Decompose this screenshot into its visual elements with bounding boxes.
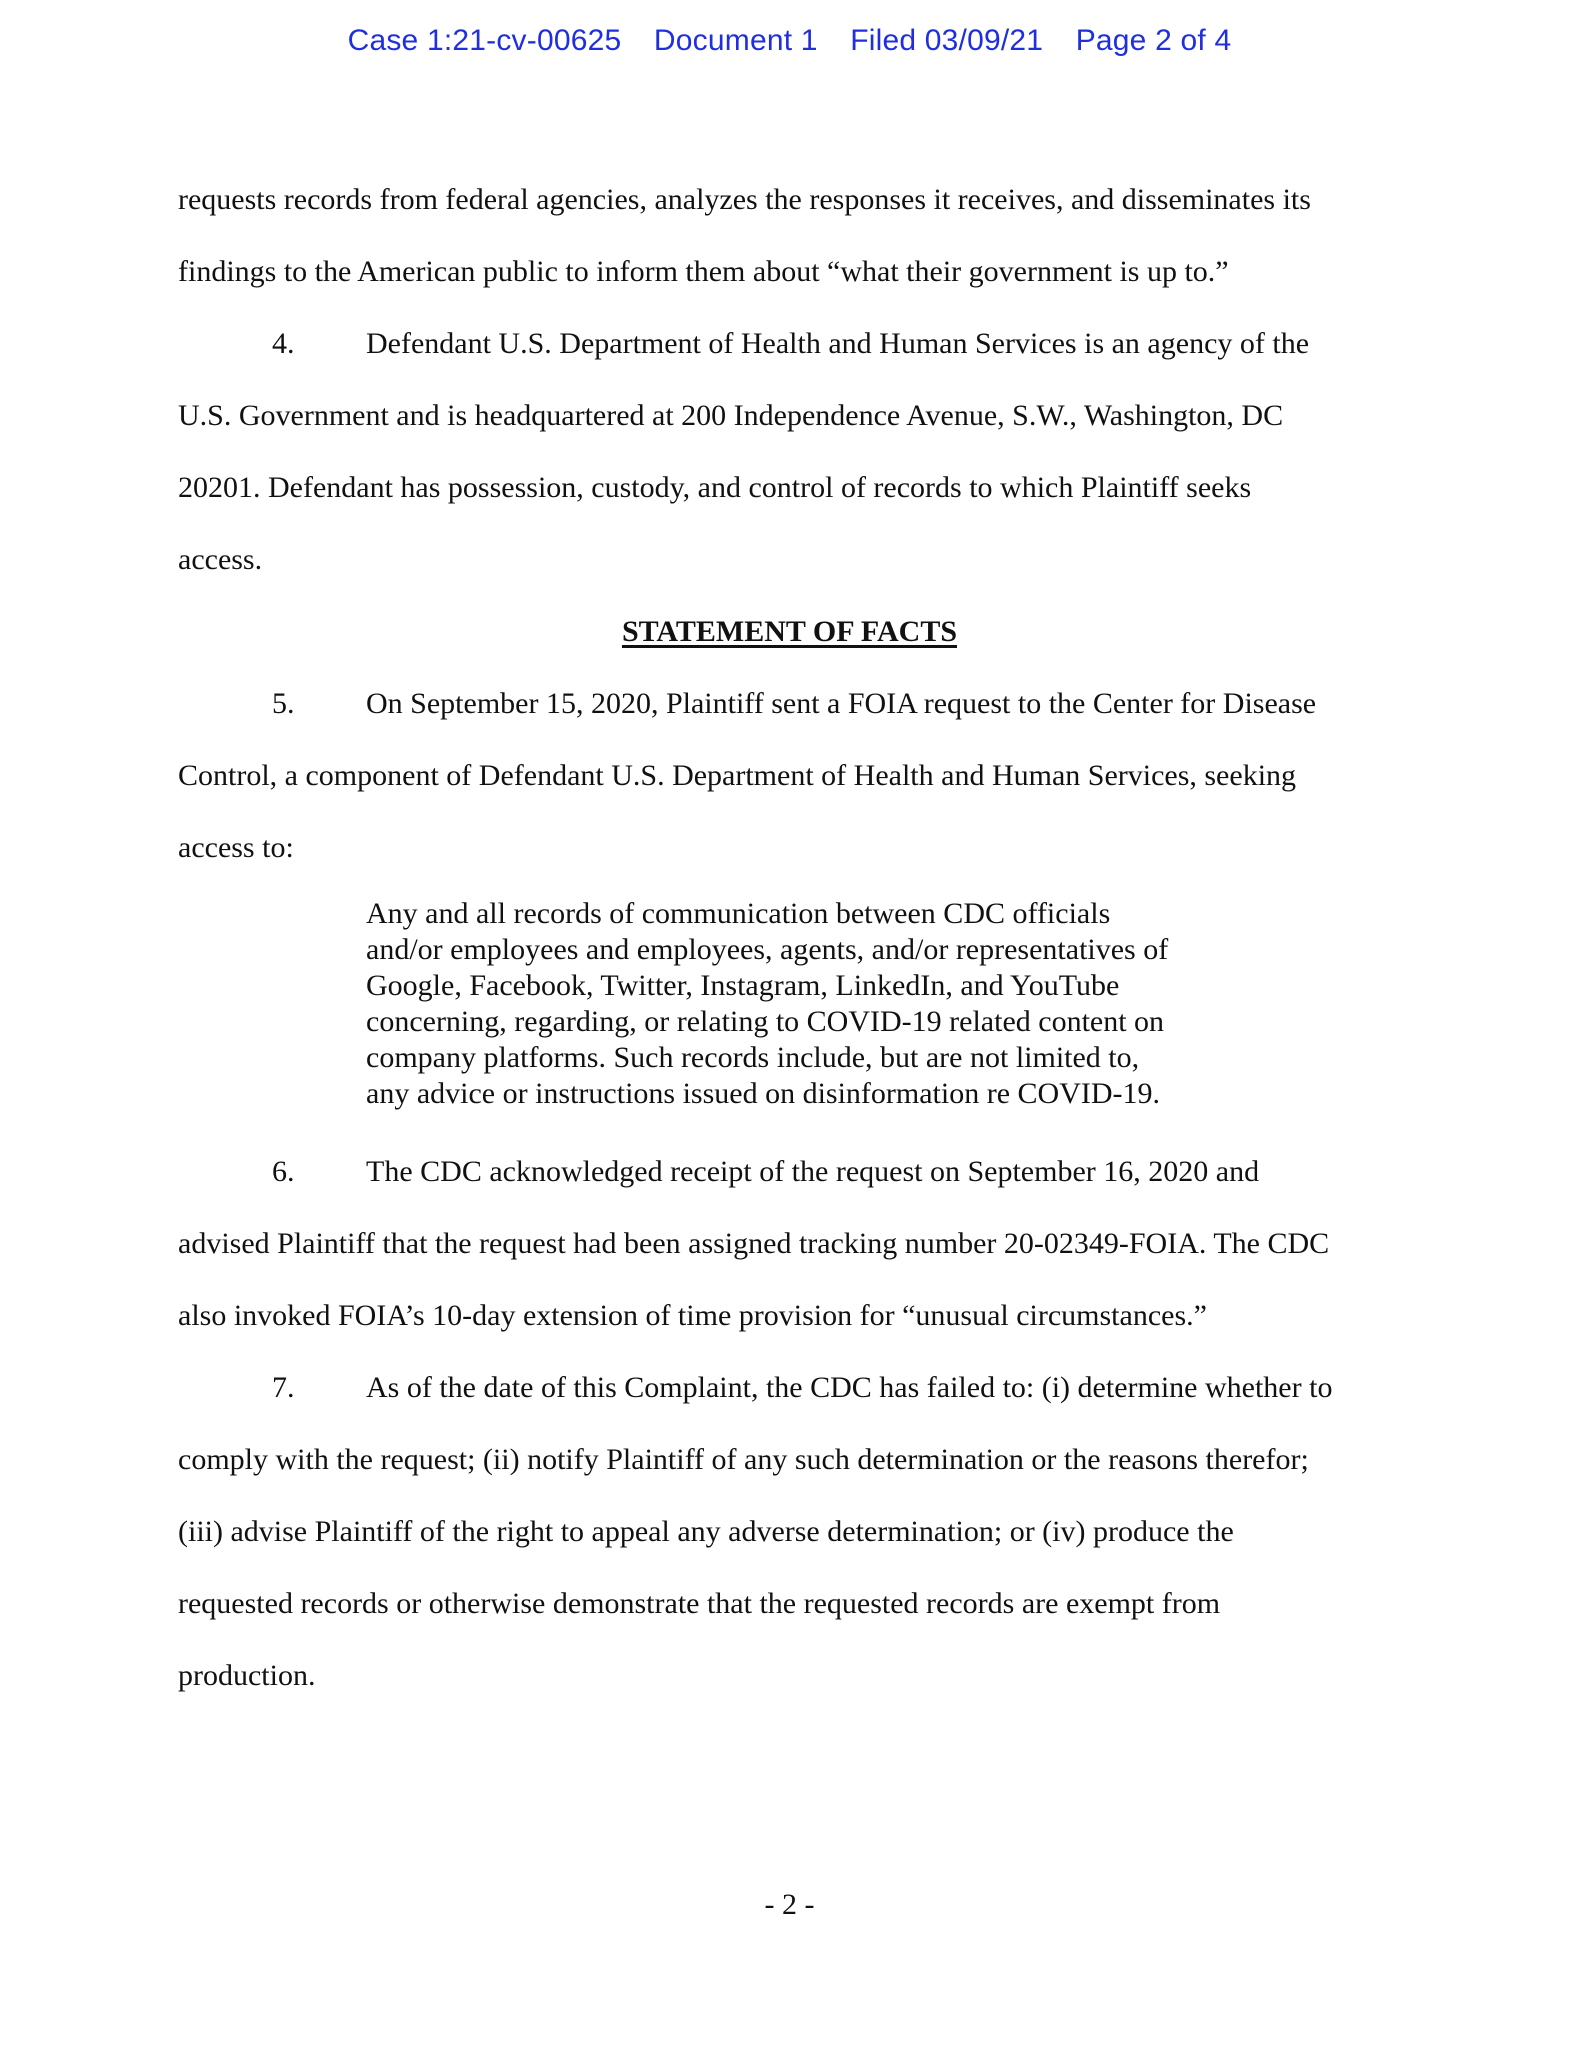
paragraph-4-line: U.S. Government and is headquartered at 200 Independence Avenue, S.W., Washington, DC xyxy=(178,399,1284,432)
paragraph-6-number: 6. xyxy=(272,1155,295,1188)
paragraph-5-first-line: On September 15, 2020, Plaintiff sent a FOIA request to the Center for Disease xyxy=(366,687,1317,720)
pacer-header xyxy=(0,24,1579,58)
continuation-line-1: requests records from federal agencies, analyzes the responses it receives, and disseminates its xyxy=(178,183,1311,216)
paragraph-5-line: Control, a component of Defendant U.S. Department of Health and Human Services, seeking xyxy=(178,759,1297,792)
filed-date: Filed 03/09/21 xyxy=(850,24,1044,57)
section-heading: STATEMENT OF FACTS xyxy=(621,615,958,648)
paragraph-5-line: access to: xyxy=(178,831,294,864)
quote-line: concerning, regarding, or relating to COVID-19 related content on xyxy=(366,1005,1165,1038)
quote-line: any advice or instructions issued on disinformation re COVID-19. xyxy=(366,1077,1161,1110)
foia-request-quote xyxy=(366,896,1266,1112)
paragraph-4-first-line: Defendant U.S. Department of Health and Human Services is an agency of the xyxy=(366,327,1310,360)
document-number: Document 1 xyxy=(653,24,818,57)
paragraph-5-number: 5. xyxy=(272,687,295,720)
quote-line: and/or employees and employees, agents, and/or representatives of xyxy=(366,933,1169,966)
paragraph-6-first-line: The CDC acknowledged receipt of the request on September 16, 2020 and xyxy=(366,1155,1260,1188)
paragraph-7-line: requested records or otherwise demonstrate that the requested records are exempt from xyxy=(178,1587,1221,1620)
paragraph-7-line: production. xyxy=(178,1659,316,1692)
paragraph-7-number: 7. xyxy=(272,1371,295,1404)
paragraph-6-line: also invoked FOIA’s 10-day extension of time provision for “unusual circumstances.” xyxy=(178,1299,1207,1332)
paragraph-7-line: comply with the request; (ii) notify Plaintiff of any such determination or the reasons therefor; xyxy=(178,1443,1309,1476)
page-number: - 2 - xyxy=(764,1888,815,1921)
quote-line: Any and all records of communication between CDC officials xyxy=(366,897,1111,930)
quote-line: Google, Facebook, Twitter, Instagram, LinkedIn, and YouTube xyxy=(366,969,1120,1002)
quote-line: company platforms. Such records include, but are not limited to, xyxy=(366,1041,1140,1074)
continuation-line-2: findings to the American public to inform them about “what their government is up to.” xyxy=(178,255,1229,288)
paragraph-4-line: 20201. Defendant has possession, custody, and control of records to which Plaintiff seeks xyxy=(178,471,1252,504)
paragraph-4-number: 4. xyxy=(272,327,295,360)
paragraph-4-line: access. xyxy=(178,543,263,576)
paragraph-6-line: advised Plaintiff that the request had been assigned tracking number 20-02349-FOIA. The CDC xyxy=(178,1227,1330,1260)
page-indicator: Page 2 of 4 xyxy=(1075,24,1232,57)
paragraph-7-line: (iii) advise Plaintiff of the right to appeal any adverse determination; or (iv) produce the xyxy=(178,1515,1234,1548)
case-number: Case 1:21-cv-00625 xyxy=(347,24,622,57)
paragraph-7-first-line: As of the date of this Complaint, the CDC has failed to: (i) determine whether to xyxy=(366,1371,1333,1404)
